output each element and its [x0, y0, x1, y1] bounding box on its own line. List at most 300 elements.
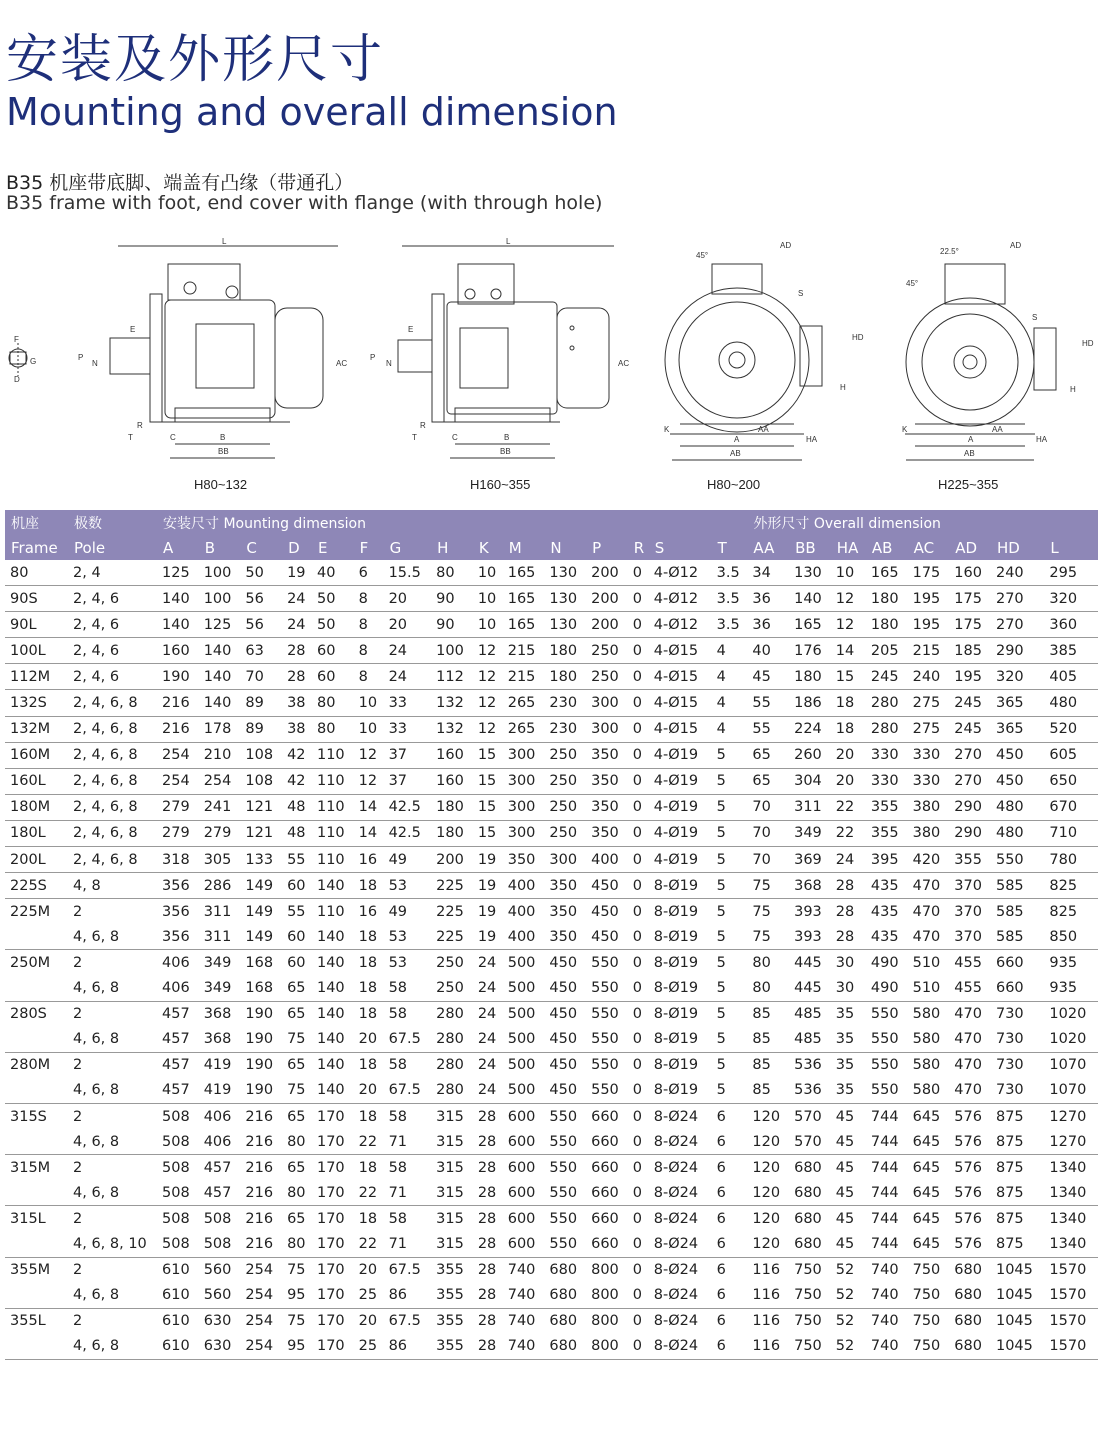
- table-cell: 368: [203, 1031, 232, 1048]
- table-cell: 580: [908, 1052, 950, 1078]
- table-cell: 180: [544, 638, 586, 664]
- table-cell: 149: [240, 899, 282, 925]
- table-cell: 680: [794, 1184, 822, 1201]
- table-cell: 8-Ø19: [653, 1082, 699, 1099]
- table-cell: 225S: [5, 873, 68, 899]
- drawings-svg: [0, 228, 1100, 498]
- table-cell: 245: [866, 664, 908, 690]
- table-cell: 4: [712, 664, 748, 690]
- table-cell: 6: [716, 1287, 726, 1304]
- table-cell: 165: [507, 564, 536, 581]
- table-cell: 405: [1044, 664, 1098, 690]
- table-cell: 67.5: [384, 1308, 432, 1334]
- table-cell: 508: [162, 1133, 190, 1150]
- table-cell: 350: [586, 794, 628, 820]
- table-cell: 130: [544, 586, 586, 612]
- table-cell: 225: [431, 873, 473, 899]
- svg-text:AC: AC: [336, 359, 348, 368]
- table-cell: 380: [908, 794, 950, 820]
- table-cell: 28: [282, 664, 312, 690]
- table-cell: 86: [384, 1334, 432, 1360]
- svg-text:HA: HA: [1036, 435, 1048, 444]
- svg-text:H: H: [840, 383, 846, 392]
- table-cell: 4-Ø12: [649, 612, 712, 638]
- table-cell: 730: [991, 1052, 1044, 1078]
- table-cell: 349: [203, 980, 232, 997]
- end-view-large: [902, 241, 1094, 460]
- table-cell: 660: [591, 1184, 619, 1201]
- table-cell: 75: [287, 1082, 306, 1099]
- table-cell: 190: [245, 1031, 274, 1048]
- table-cell: 149: [240, 873, 282, 899]
- table-cell: 680: [544, 1308, 586, 1334]
- table-cell: 6: [712, 1257, 748, 1283]
- table-cell: 12: [354, 768, 384, 794]
- table-cell: 660: [586, 1155, 628, 1181]
- table-cell: 15: [473, 820, 503, 846]
- table-cell: 28: [473, 1155, 503, 1181]
- table-cell: 70: [747, 820, 789, 846]
- table-cell: 570: [794, 1133, 822, 1150]
- table-cell: 12: [473, 690, 503, 716]
- table-cell: 20: [384, 586, 432, 612]
- table-cell: 65: [287, 980, 306, 997]
- table-cell: 2: [68, 1001, 157, 1027]
- table-cell: 576: [954, 1184, 982, 1201]
- table-cell: 4, 6, 8: [68, 1334, 157, 1360]
- table-cell: 85: [747, 1052, 789, 1078]
- table-cell: 75: [747, 873, 789, 899]
- table-cell: 80: [287, 1133, 306, 1150]
- table-cell: 2, 4, 6, 8: [68, 690, 157, 716]
- table-cell: 350: [503, 847, 545, 873]
- table-cell: 315: [436, 1184, 464, 1201]
- table-cell: 80: [312, 690, 354, 716]
- table-cell: 315: [431, 1155, 473, 1181]
- table-cell: 420: [908, 847, 950, 873]
- table-cell: 14: [831, 638, 866, 664]
- table-cell: 58: [384, 1155, 432, 1181]
- table-row: [5, 976, 1098, 1002]
- table-cell: 56: [240, 586, 282, 612]
- table-cell: 112: [431, 664, 473, 690]
- table-row: [5, 1231, 1098, 1257]
- table-cell: 5: [716, 928, 726, 945]
- table-cell: 45: [831, 1206, 866, 1232]
- table-cell: 450: [586, 873, 628, 899]
- table-cell: 90: [431, 612, 473, 638]
- table-cell: 5: [712, 873, 748, 899]
- table-cell: 406: [157, 950, 199, 976]
- table-cell: 45: [835, 1184, 855, 1201]
- table-cell: 170: [312, 1103, 354, 1129]
- table-cell: 5: [716, 980, 726, 997]
- table-cell: 170: [312, 1206, 354, 1232]
- table-cell: 1570: [1044, 1334, 1098, 1360]
- table-cell: 500: [507, 980, 536, 997]
- table-cell: 170: [312, 1155, 354, 1181]
- table-cell: 216: [157, 716, 199, 742]
- table-cell: 140: [316, 1031, 345, 1048]
- table-cell: 875: [991, 1155, 1044, 1181]
- table-cell: 740: [503, 1308, 545, 1334]
- table-cell: 500: [503, 950, 545, 976]
- table-cell: 311: [789, 794, 831, 820]
- table-row: [5, 742, 1098, 768]
- table-cell: 28: [477, 1184, 497, 1201]
- table-cell: 130: [794, 564, 822, 581]
- table-cell: 170: [312, 1308, 354, 1334]
- table-cell: 393: [794, 928, 822, 945]
- table-cell: 45: [747, 664, 789, 690]
- table-cell: 645: [912, 1235, 941, 1252]
- table-cell: 240: [908, 664, 950, 690]
- table-cell: 6: [712, 1206, 748, 1232]
- table-cell: 1340: [1044, 1206, 1098, 1232]
- table-cell: 536: [789, 1052, 831, 1078]
- table-cell: 470: [954, 1031, 982, 1048]
- table-cell: 71: [388, 1235, 408, 1252]
- table-cell: 680: [949, 1308, 991, 1334]
- table-row: [5, 950, 1098, 976]
- table-cell: 180: [789, 664, 831, 690]
- table-cell: 5: [712, 794, 748, 820]
- table-cell: 250: [431, 950, 473, 976]
- table-cell: 750: [789, 1334, 831, 1360]
- table-cell: 4, 6, 8, 10: [73, 1235, 147, 1252]
- table-cell: 576: [954, 1235, 982, 1252]
- table-cell: 680: [549, 1287, 578, 1304]
- table-cell: 4-Ø15: [649, 638, 712, 664]
- table-cell: 510: [908, 950, 950, 976]
- table-cell: 12: [473, 664, 503, 690]
- svg-text:P: P: [78, 353, 84, 362]
- table-row: [5, 1180, 1098, 1206]
- table-cell: 330: [908, 768, 950, 794]
- table-cell: 12: [473, 716, 503, 742]
- table-cell: 850: [1049, 928, 1078, 945]
- table-cell: 270: [949, 768, 991, 794]
- table-cell: 2: [68, 1308, 157, 1334]
- table-cell: 508: [157, 1155, 199, 1181]
- table-cell: [5, 1231, 68, 1257]
- column-header: A: [157, 535, 199, 560]
- table-cell: 175: [949, 586, 991, 612]
- table-cell: 265: [503, 690, 545, 716]
- table-cell: 108: [240, 742, 282, 768]
- svg-text:45°: 45°: [696, 251, 709, 260]
- table-cell: 360: [1044, 612, 1098, 638]
- table-row: [5, 586, 1098, 612]
- table-cell: 216: [245, 1235, 274, 1252]
- subtitle-en: B35 frame with foot, end cover with flange (with through hole): [6, 192, 603, 214]
- table-cell: 500: [507, 1082, 536, 1099]
- table-column-header: [5, 535, 1098, 560]
- shaft-section-detail: [9, 335, 36, 384]
- svg-text:C: C: [170, 433, 176, 442]
- table-cell: 355M: [5, 1257, 68, 1283]
- table-cell: 2, 4, 6: [68, 638, 157, 664]
- table-cell: 560: [199, 1257, 241, 1283]
- table-cell: 120: [752, 1133, 781, 1150]
- table-cell: 22: [831, 820, 866, 846]
- table-cell: 80: [312, 716, 354, 742]
- table-cell: 520: [1044, 716, 1098, 742]
- table-cell: 121: [240, 794, 282, 820]
- table-cell: 12: [831, 612, 866, 638]
- group-mounting: 安装尺寸 Mounting dimension: [157, 510, 649, 535]
- table-cell: 8-Ø24: [653, 1287, 699, 1304]
- table-cell: 75: [287, 1031, 306, 1048]
- table-cell: 110: [312, 768, 354, 794]
- table-cell: 470: [912, 928, 941, 945]
- table-cell: 0: [632, 1287, 643, 1304]
- table-cell: 190: [240, 1001, 282, 1027]
- table-cell: 18: [358, 928, 378, 945]
- column-header: M: [503, 535, 545, 560]
- table-cell: 4, 6, 8: [73, 1082, 120, 1099]
- table-cell: 216: [245, 1184, 274, 1201]
- table-cell: 740: [503, 1257, 545, 1283]
- table-cell: 53: [388, 928, 408, 945]
- table-cell: 108: [240, 768, 282, 794]
- table-cell: 86: [388, 1287, 408, 1304]
- svg-text:P: P: [370, 353, 376, 362]
- table-cell: 24: [384, 638, 432, 664]
- table-group-header: [5, 510, 1098, 535]
- table-cell: 280: [866, 690, 908, 716]
- table-cell: 8-Ø24: [649, 1155, 712, 1181]
- table-cell: 320: [991, 664, 1044, 690]
- table-cell: 18: [831, 716, 866, 742]
- table-cell: 750: [794, 1287, 822, 1304]
- table-cell: 225: [431, 899, 473, 925]
- table-cell: 485: [794, 1031, 822, 1048]
- table-cell: 180L: [5, 820, 68, 846]
- table-cell: 56: [240, 612, 282, 638]
- svg-text:K: K: [902, 425, 908, 434]
- svg-text:C: C: [452, 433, 458, 442]
- table-cell: 60: [282, 950, 312, 976]
- table-cell: 140: [312, 1052, 354, 1078]
- table-cell: 8-Ø19: [653, 980, 699, 997]
- table-cell: 875: [991, 1206, 1044, 1232]
- table-row: [5, 820, 1098, 846]
- table-cell: 40: [316, 564, 336, 581]
- table-cell: 2, 4, 6, 8: [68, 794, 157, 820]
- table-cell: 4: [712, 690, 748, 716]
- table-cell: 132: [431, 690, 473, 716]
- table-cell: 406: [203, 1133, 232, 1150]
- table-cell: 300: [503, 742, 545, 768]
- table-cell: 3.5: [716, 564, 740, 581]
- table-cell: 49: [384, 899, 432, 925]
- table-cell: 4, 6, 8: [73, 980, 120, 997]
- table-cell: 90: [431, 586, 473, 612]
- column-header: L: [1044, 535, 1098, 560]
- table-cell: 5: [712, 768, 748, 794]
- table-cell: 508: [203, 1235, 232, 1252]
- table-row: [5, 1001, 1098, 1027]
- table-cell: 435: [866, 873, 908, 899]
- table-body: [5, 560, 1098, 1359]
- table-cell: 670: [1044, 794, 1098, 820]
- table-cell: 80: [752, 980, 771, 997]
- table-cell: 8-Ø24: [653, 1184, 699, 1201]
- table-row: [5, 1334, 1098, 1360]
- table-cell: 149: [245, 928, 274, 945]
- table-cell: 4, 8: [68, 873, 157, 899]
- table-cell: 710: [1044, 820, 1098, 846]
- table-cell: 355: [949, 847, 991, 873]
- table-cell: 130: [549, 564, 578, 581]
- table-cell: 315L: [5, 1206, 68, 1232]
- table-cell: [5, 1180, 68, 1206]
- table-cell: 8-Ø24: [649, 1206, 712, 1232]
- table-cell: 75: [282, 1308, 312, 1334]
- table-cell: 70: [240, 664, 282, 690]
- table-cell: 52: [835, 1287, 855, 1304]
- table-cell: 740: [870, 1287, 899, 1304]
- column-header: S: [649, 535, 712, 560]
- table-cell: 365: [991, 716, 1044, 742]
- table-cell: 4, 6, 8: [73, 928, 120, 945]
- table-cell: 20: [831, 768, 866, 794]
- table-cell: 0: [628, 950, 649, 976]
- table-cell: 4: [712, 638, 748, 664]
- table-cell: 15.5: [388, 564, 421, 581]
- table-cell: 445: [789, 950, 831, 976]
- table-cell: 140: [157, 586, 199, 612]
- table-cell: 645: [912, 1133, 941, 1150]
- table-cell: 132: [431, 716, 473, 742]
- table-cell: 5: [712, 1001, 748, 1027]
- table-cell: 400: [503, 873, 545, 899]
- table-cell: 0: [628, 612, 649, 638]
- table-cell: 116: [747, 1257, 789, 1283]
- table-cell: 585: [991, 873, 1044, 899]
- drawing-label-D: D: [14, 375, 20, 384]
- table-cell: 6: [716, 1235, 726, 1252]
- table-cell: 36: [747, 612, 789, 638]
- table-cell: 1340: [1044, 1155, 1098, 1181]
- table-cell: 230: [544, 716, 586, 742]
- table-cell: 750: [912, 1287, 941, 1304]
- table-cell: 550: [866, 1001, 908, 1027]
- table-cell: 419: [199, 1052, 241, 1078]
- table-cell: 140: [312, 950, 354, 976]
- table-cell: 24: [282, 586, 312, 612]
- table-cell: 2: [68, 899, 157, 925]
- table-cell: 500: [507, 1031, 536, 1048]
- table-cell: 186: [789, 690, 831, 716]
- table-cell: 825: [1044, 873, 1098, 899]
- table-cell: 25: [358, 1287, 378, 1304]
- table-cell: 70: [747, 847, 789, 873]
- table-cell: 3.5: [712, 586, 748, 612]
- table-cell: 15: [473, 794, 503, 820]
- table-cell: 5: [716, 1031, 726, 1048]
- table-cell: 875: [995, 1235, 1024, 1252]
- svg-text:AA: AA: [758, 425, 769, 434]
- table-cell: 645: [912, 1184, 941, 1201]
- table-cell: 22: [358, 1184, 378, 1201]
- table-cell: 58: [384, 1052, 432, 1078]
- table-cell: 160L: [5, 768, 68, 794]
- table-cell: 550: [866, 1052, 908, 1078]
- table-cell: 400: [507, 928, 536, 945]
- table-cell: 89: [240, 716, 282, 742]
- table-cell: 22: [358, 1235, 378, 1252]
- table-cell: 24: [477, 980, 497, 997]
- table-cell: 4-Ø19: [649, 820, 712, 846]
- table-cell: 445: [794, 980, 822, 997]
- table-cell: 71: [388, 1184, 408, 1201]
- table-cell: 1070: [1049, 1082, 1087, 1099]
- table-cell: 42: [282, 768, 312, 794]
- table-cell: 2: [68, 1103, 157, 1129]
- svg-text:HA: HA: [806, 435, 818, 444]
- table-cell: 280: [436, 1031, 464, 1048]
- table-cell: 63: [240, 638, 282, 664]
- table-cell: 290: [949, 794, 991, 820]
- column-header: P: [586, 535, 628, 560]
- table-cell: 470: [908, 873, 950, 899]
- table-cell: 0: [628, 1155, 649, 1181]
- table-cell: 875: [991, 1103, 1044, 1129]
- table-cell: 38: [282, 716, 312, 742]
- table-cell: [5, 1129, 68, 1155]
- table-cell: 2, 4, 6, 8: [68, 716, 157, 742]
- table-cell: 120: [747, 1206, 789, 1232]
- svg-text:T: T: [412, 433, 417, 442]
- table-cell: 12: [831, 586, 866, 612]
- svg-text:AC: AC: [618, 359, 630, 368]
- table-cell: 55: [747, 716, 789, 742]
- table-cell: 8-Ø24: [649, 1257, 712, 1283]
- table-cell: 300: [586, 690, 628, 716]
- table-cell: 38: [282, 690, 312, 716]
- table-cell: 100L: [5, 638, 68, 664]
- table-cell: 185: [949, 638, 991, 664]
- table-cell: 55: [282, 899, 312, 925]
- table-cell: 216: [157, 690, 199, 716]
- table-cell: 280M: [5, 1052, 68, 1078]
- table-cell: 65: [747, 742, 789, 768]
- table-cell: 500: [503, 1052, 545, 1078]
- table-cell: 1020: [1049, 1031, 1087, 1048]
- table-cell: 290: [991, 638, 1044, 664]
- table-cell: 450: [591, 928, 619, 945]
- caption-h225-355: H225~355: [938, 477, 999, 492]
- table-cell: 60: [287, 928, 306, 945]
- table-cell: 224: [789, 716, 831, 742]
- table-cell: 0: [628, 716, 649, 742]
- table-cell: 1270: [1049, 1133, 1087, 1150]
- table-cell: 37: [384, 768, 432, 794]
- column-header: HA: [831, 535, 866, 560]
- table-cell: 225M: [5, 899, 68, 925]
- svg-text:22.5°: 22.5°: [940, 247, 959, 256]
- table-cell: 35: [835, 1031, 855, 1048]
- table-cell: 576: [949, 1103, 991, 1129]
- table-cell: 0: [628, 847, 649, 873]
- page-title-cn: 安装及外形尺寸: [6, 30, 385, 90]
- table-cell: 30: [835, 980, 855, 997]
- table-cell: 125: [162, 564, 190, 581]
- table-cell: 355L: [5, 1308, 68, 1334]
- table-cell: 455: [949, 950, 991, 976]
